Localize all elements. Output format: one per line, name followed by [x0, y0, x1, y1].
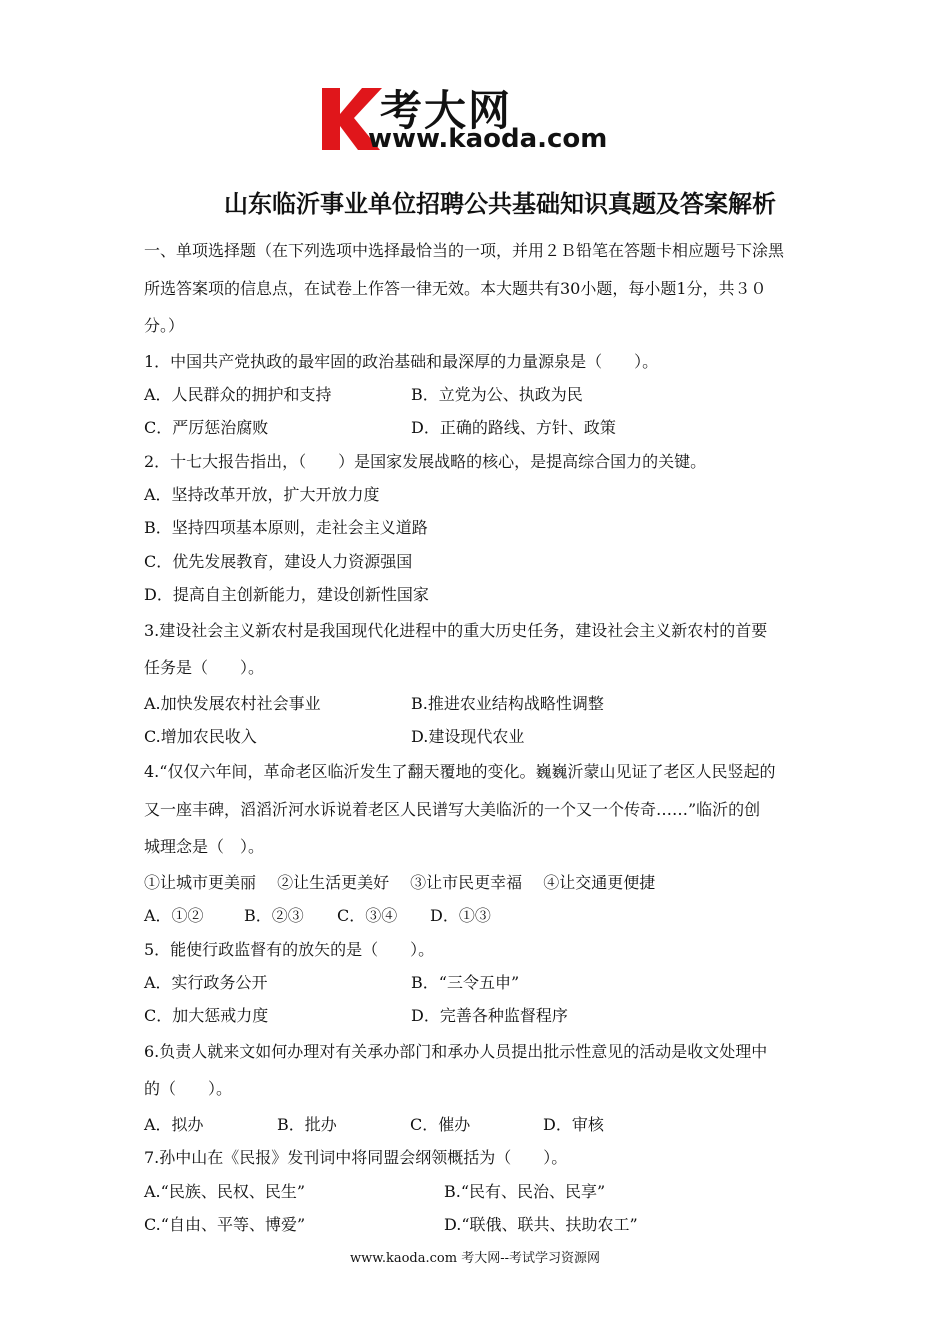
q1-options-row-2	[144, 411, 812, 444]
q1-option-a: A．人民群众的拥护和支持	[144, 384, 332, 404]
q3-option-d: D.建设现代农业	[411, 727, 525, 747]
q4-items: ①让城市更美丽 ②让生活更美好 ③让市民更幸福 ④让交通更便捷	[144, 872, 656, 892]
q6-option-a: A．拟办	[144, 1114, 204, 1134]
section-instruction-line-3: 分。）	[144, 316, 185, 335]
q6-option-b: B．批办	[277, 1114, 337, 1134]
q3-stem-line-1: 3.建设社会主义新农村是我国现代化进程中的重大历史任务，建设社会主义新农村的首要	[144, 620, 768, 640]
q3-options-row-2	[144, 720, 812, 753]
q7-options-row-2	[144, 1208, 812, 1241]
q5-stem: 5．能使行政监督有的放矢的是（ ）。	[144, 939, 435, 959]
q6-option-c: C．催办	[410, 1114, 471, 1134]
q5-options-row-2	[144, 999, 812, 1032]
q6-options-row	[144, 1108, 812, 1141]
q5-option-a: A．实行政务公开	[144, 973, 268, 993]
q4-option-c: C．③④	[337, 906, 398, 926]
logo-url-text: www.kaoda.com	[368, 124, 608, 154]
q4-stem-line-3: 城理念是（ ）。	[144, 837, 265, 857]
q4-option-a: A．①②	[144, 906, 204, 926]
q7-option-c: C.“自由、平等、博爱”	[144, 1215, 306, 1235]
q4-stem-line-2: 又一座丰碑，滔滔沂河水诉说着老区人民谱写大美临沂的一个又一个传奇……”临沂的创	[144, 799, 761, 819]
page-footer: www.kaoda.com 考大网--考试学习资源网	[350, 1251, 600, 1266]
q3-stem-line-2: 任务是（ ）。	[144, 658, 265, 678]
q7-options-row-1	[144, 1175, 812, 1208]
q1-stem: 1．中国共产党执政的最牢固的政治基础和最深厚的力量源泉是（ ）。	[144, 351, 659, 371]
q5-option-d: D．完善各种监督程序	[411, 1006, 568, 1026]
q1-option-b: B．立党为公、执政为民	[411, 384, 583, 404]
q1-options-row-1	[144, 378, 812, 411]
q4-option-b: B．②③	[244, 906, 304, 926]
q4-options-row	[144, 899, 812, 932]
q7-option-b: B.“民有、民治、民享”	[444, 1181, 606, 1201]
q2-option-c: C．优先发展教育，建设人力资源强国	[144, 551, 413, 571]
q7-option-d: D.“联俄、联共、扶助农工”	[444, 1215, 638, 1235]
q3-option-a: A.加快发展农村社会事业	[144, 693, 321, 713]
page-title: 山东临沂事业单位招聘公共基础知识真题及答案解析	[224, 189, 776, 218]
q4-stem-line-1: 4.“仅仅六年间，革命老区临沂发生了翻天覆地的变化。巍巍沂蒙山见证了老区人民竖起的	[144, 762, 776, 782]
q2-option-a: A．坚持改革开放，扩大开放力度	[144, 485, 380, 505]
q1-option-c: C．严厉惩治腐败	[144, 418, 269, 438]
q4-option-d: D．①③	[430, 906, 491, 926]
q3-option-c: C.增加农民收入	[144, 727, 257, 747]
q2-stem: 2．十七大报告指出，（ ）是国家发展战略的核心，是提高综合国力的关键。	[144, 451, 707, 471]
q1-option-d: D．正确的路线、方针、政策	[411, 418, 616, 438]
q6-stem-line-2: 的（ ）。	[144, 1079, 233, 1099]
q6-stem-line-1: 6.负责人就来文如何办理对有关承办部门和承办人员提出批示性意见的活动是收文处理中	[144, 1041, 768, 1061]
question-content	[144, 232, 812, 1241]
logo-brand-text: 考大网	[380, 86, 513, 135]
section-instruction-line-2: 所选答案项的信息点，在试卷上作答一律无效。本大题共有30小题，每小题1分，共３０	[144, 278, 767, 298]
q6-option-d: D．审核	[543, 1114, 604, 1134]
q7-option-a: A.“民族、民权、民生”	[144, 1181, 306, 1201]
q5-option-c: C．加大惩戒力度	[144, 1006, 269, 1026]
q5-option-b: B．“三令五申”	[411, 973, 520, 993]
kaoda-logo	[318, 84, 638, 160]
q7-stem: 7.孙中山在《民报》发刊词中将同盟会纲领概括为（ ）。	[144, 1148, 568, 1168]
q5-options-row-1	[144, 966, 812, 999]
q2-option-d: D．提高自主创新能力，建设创新性国家	[144, 585, 429, 605]
q3-option-b: B.推进农业结构战略性调整	[411, 693, 604, 713]
q2-option-b: B．坚持四项基本原则，走社会主义道路	[144, 518, 428, 538]
section-instruction-line-1: 一、单项选择题（在下列选项中选择最恰当的一项，并用２Ｂ铅笔在答题卡相应题号下涂黑	[144, 241, 785, 260]
q3-options-row-1	[144, 687, 812, 720]
